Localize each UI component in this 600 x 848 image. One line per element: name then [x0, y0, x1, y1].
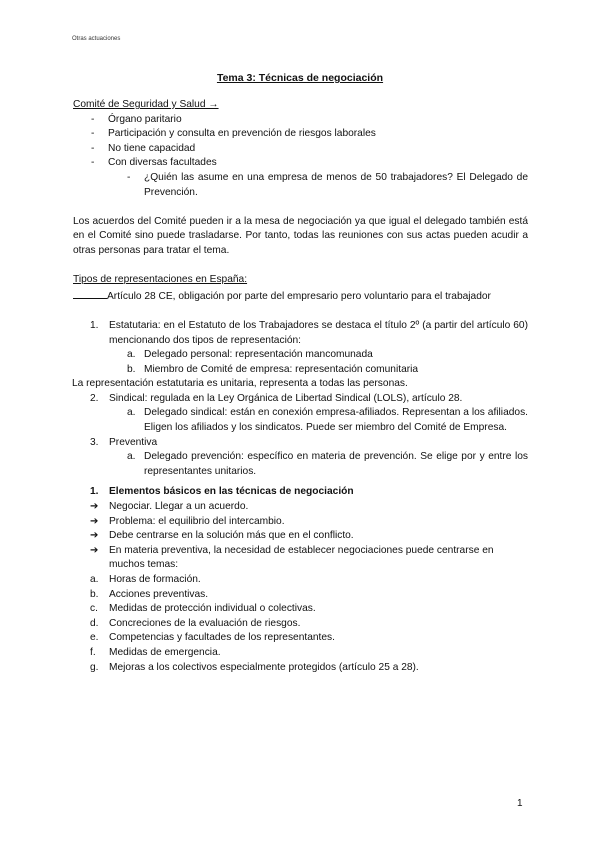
section-heading: Elementos básicos en las técnicas de negociación: [109, 486, 354, 498]
arrow-icon: ➔: [90, 544, 99, 556]
list-item: Debe centrarse en la solución más que en el conflicto.: [109, 530, 354, 542]
list-item: Estatutaria: en el Estatuto de los Trabajadores se destaca el título 2º (a partir del artículo 60) mencionando dos tipos de representación:: [109, 319, 528, 346]
list-item: Preventiva: [109, 436, 158, 448]
note-line: La representación estatutaria es unitaria, representa a todas las personas.: [72, 378, 408, 390]
arrow-icon: ➔: [90, 530, 99, 542]
list-item: Medidas de emergencia.: [109, 646, 221, 658]
list-item: Negociar. Llegar a un acuerdo.: [109, 501, 249, 513]
article-line: Artículo 28 CE, obligación por parte del empresario pero voluntario para el trabajador: [107, 290, 491, 302]
list-item: Mejoras a los colectivos especialmente protegidos (artículo 25 a 28).: [109, 661, 419, 673]
list-item: En materia preventiva, la necesidad de establecer negociaciones puede centrarse en muchos temas:: [109, 544, 494, 571]
sub-list-item: Delegado personal: representación mancomunada: [144, 349, 373, 361]
list-item: Concreciones de la evaluación de riesgos.: [109, 617, 301, 629]
list-item: Con diversas facultades: [108, 157, 217, 169]
page-number: 1: [517, 798, 523, 809]
page-title: Tema 3: Técnicas de negociación: [216, 72, 384, 84]
sub-list-item: Miembro de Comité de empresa: representación comunitaria: [144, 363, 419, 375]
running-header: Otras actuaciones: [72, 36, 121, 42]
sub-list-item: Delegado sindical: están en conexión empresa-afiliados. Representan a los afiliados. Eligen los afiliados y los sindicatos. Puede ser miembro del Comité de Empresa.: [144, 407, 528, 434]
comite-heading: Comité de Seguridad y Salud →: [73, 99, 219, 110]
sub-list-item: Delegado prevención: específico en materia de prevención. Se elige por y entre los representantes unitarios.: [144, 451, 528, 477]
sub-list-item: ¿Quién las asume en una empresa de menos de 50 trabajadores? El Delegado de Prevención.: [144, 171, 528, 198]
list-item: Medidas de protección individual o colectivas.: [109, 603, 316, 615]
list-item: Horas de formación.: [109, 574, 201, 585]
list-item: Participación y consulta en prevención de riesgos laborales: [108, 128, 376, 140]
document-body: Comité de Seguridad y Salud → - Órgano paritario - Participación y consulta en prevención de riesgos laborales - No tiene capacidad - Con diversas facultades - ¿Quién las asume en una empresa de menos de 50 trabajadores? El Delegado de Prevención. Los acuerdos del Comité pueden ir a la mesa de negociación ya que igual el delegado también está en el Comité sino puede trasladarse. Por tanto, todas las reuniones con sus actas pueden acudir a otras personas para tratar el tema. Tipos de representaciones en España: Artículo 28 CE, obligación por parte del empresario pero voluntario para el trabajador 1. Estatutaria: en el Estatuto de los Trabajadores se destaca el título 2º (a partir del artículo 60) mencionando dos tipos de representación: a. Delegado personal: representación mancomunada b. Miembro de Comité de empresa: representación comunitaria La representación estatutaria es unitaria, representa a todas las personas. 2. Sindical: regulada en la Ley Orgánica de Libertad Sindical (LOLS), artículo 28. a. Delegado sindical: están en conexión empresa-afiliados. Representan a los afiliados. Eligen los afiliados y los sindicatos. Puede ser miembro del Comité de Empresa. 3. Preventiva a. Delegado prevención: específico en materia de prevención. Se elige por y entre los representantes unitarios. 1. Elementos básicos en las técnicas de negociación ➔ Negociar. Llegar a un acuerdo. ➔ Problema: el equilibrio del intercambio. ➔ Debe centrarse en la solución más que en el conflicto. ➔ En materia preventiva, la necesidad de establecer negociaciones puede centrarse en muchos temas: a. Horas de formación. b. Acciones preventivas. c. Medidas de protección individual o colectivas. d. Concreciones de la evaluación de riesgos. e. Competencias y facultades de los representantes. f. Medidas de emergencia. g. Mejoras a los colectivos especialmente protegidos (artículo 25 a 28).: [73, 98, 528, 675]
paragraph: Los acuerdos del Comité pueden ir a la mesa de negociación ya que igual el delegado también está en el Comité sino puede trasladarse. Por tanto, todas las reuniones con sus actas pueden acudir a otras personas para tratar el tema.: [73, 215, 528, 256]
list-item: No tiene capacidad: [108, 142, 196, 154]
list-item: Problema: el equilibrio del intercambio.: [109, 515, 285, 527]
list-item: Acciones preventivas.: [109, 588, 209, 600]
arrow-icon: ➔: [90, 501, 99, 513]
list-item: Órgano paritario: [108, 113, 182, 125]
tipos-heading: Tipos de representaciones en España:: [73, 274, 248, 286]
list-item: Competencias y facultades de los representantes.: [109, 632, 335, 644]
list-item: Sindical: regulada en la Ley Orgánica de Libertad Sindical (LOLS), artículo 28.: [109, 392, 463, 404]
arrow-icon: ➔: [90, 515, 99, 527]
